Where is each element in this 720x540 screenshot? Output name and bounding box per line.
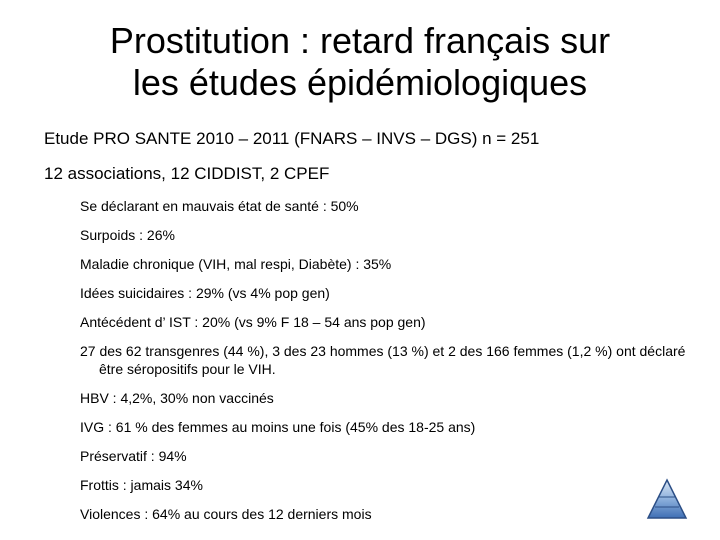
finding-chronic-disease — [80, 255, 684, 273]
finding-text: Maladie chronique (VIH, mal respi, Diabète) : 35% — [80, 256, 392, 272]
finding-overweight — [80, 226, 684, 244]
finding-text: Préservatif : 94% — [80, 448, 187, 464]
finding-suicidal-ideas — [80, 284, 684, 302]
title-line-2: les études épidémiologiques — [132, 62, 588, 103]
slide-title — [30, 20, 690, 104]
participants-line: 12 associations, 12 CIDDIST, 2 CPEF — [44, 164, 330, 183]
finding-text: Antécédent d’ IST : 20% (vs 9% F 18 – 54 ans pop gen) — [80, 314, 426, 330]
finding-sti-history — [80, 313, 684, 331]
study-line: Etude PRO SANTE 2010 – 2011 (FNARS – INVS – DGS) n = 251 — [44, 129, 540, 148]
finding-text: Frottis : jamais 34% — [80, 477, 203, 493]
title-line-1: Prostitution : retard français sur — [109, 20, 611, 61]
pyramid-icon — [645, 478, 689, 522]
finding-hbv — [80, 389, 684, 407]
finding-text: 27 des 62 transgenres (44 %), 3 des 23 hommes (13 %) et 2 des 166 femmes (1,2 %) ont déclaré être séropositifs pour le VIH. — [80, 343, 686, 377]
findings-list — [44, 197, 684, 523]
finding-text: Violences : 64% au cours des 12 derniers mois — [80, 506, 372, 522]
finding-violence — [80, 505, 684, 523]
finding-text: HBV : 4,2%, 30% non vaccinés — [80, 390, 274, 406]
finding-ivg — [80, 418, 684, 436]
finding-hiv — [80, 342, 689, 378]
slide-nav-button[interactable] — [645, 478, 689, 522]
slide-body — [44, 128, 684, 534]
finding-text: IVG : 61 % des femmes au moins une fois (45% des 18-25 ans) — [80, 419, 476, 435]
finding-text: Surpoids : 26% — [80, 227, 175, 243]
finding-health-status — [80, 197, 684, 215]
finding-text: Se déclarant en mauvais état de santé : 50% — [80, 198, 359, 214]
finding-smear — [80, 476, 684, 494]
finding-condom — [80, 447, 684, 465]
finding-text: Idées suicidaires : 29% (vs 4% pop gen) — [80, 285, 330, 301]
